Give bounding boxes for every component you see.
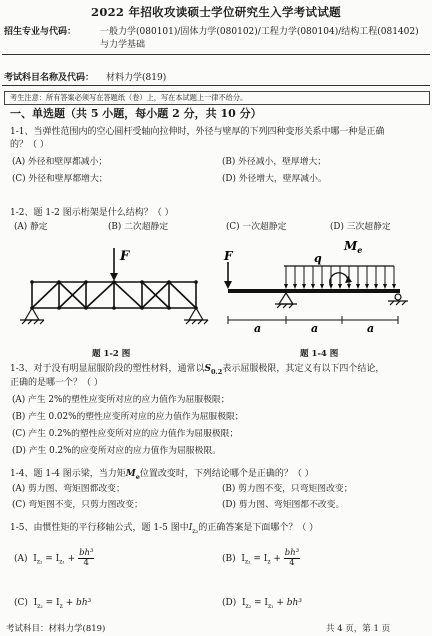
- q4-option-b: (B) 剪力图不变，只弯矩图改变；: [222, 484, 353, 494]
- footer-page-number: 共 4 页，第 1 页: [326, 624, 391, 634]
- subject-label: 考试科目名称及代码：: [4, 73, 95, 83]
- question-4-text: 1-4、题 1-4 图示梁，当力矩$M_e$位置改变时，下列结论哪个是正确的？（ ）: [10, 469, 314, 481]
- q5-option-a: (A) $I_{z_2} = I_{z_1}$ + $\frac{\text{bh³}}{4}$: [14, 548, 94, 568]
- major-label: 招生专业与代码：: [4, 27, 77, 37]
- question-2-text: 1-2、题 1-2 图示桁架是什么结构？（ ）: [10, 208, 174, 218]
- divider: [2, 54, 430, 55]
- load-label: q: [314, 252, 322, 265]
- q3-option-a: (A) 产生 2%的塑性应变所对应的应力值作为屈服极限；: [12, 395, 230, 405]
- question-1-text-cont: 的？（ ）: [10, 140, 49, 150]
- question-1-text: 1-1、当弹性范围内的空心圆杆受轴向拉伸时，外径与壁厚的下列四种变形关系中哪一种是正确: [10, 127, 385, 137]
- q3-option-b: (B) 产生 0.02%的塑性应变所对应的应力值作为屈服极限；: [12, 412, 244, 422]
- moment-label: $M_e$: [344, 239, 363, 255]
- q3-option-c: (C) 产生 0.2%的塑性应变所对应的应力值作为屈服极限；: [12, 429, 239, 439]
- beam-figure: [222, 236, 428, 346]
- dim-a-2: a: [311, 322, 319, 335]
- exam-title: 2022 年招收攻读硕士学位研究生入学考试试题: [91, 5, 341, 19]
- q5-option-d: (D) $I_{z_2} = I_{z_1} + bh^3$: [222, 598, 302, 610]
- q5-option-b: (B) $I_{z_2} = I_z$ + $\frac{\text{bh³}}{4}$: [222, 548, 300, 568]
- q1-option-a: (A) 外径和壁厚都减小；: [12, 157, 108, 167]
- divider: [2, 85, 430, 86]
- q5-option-c: (C) $I_{z_2} = I_z + bh^3$: [14, 598, 92, 610]
- q2-option-c: (C) 一次超静定: [226, 222, 287, 232]
- subject-value: 材料力学(819): [106, 73, 167, 83]
- major-line2: 与力学基础: [100, 40, 146, 50]
- notice-text: 考生注意：所有答案必须写在答题纸（卷）上，写在本试题上一律不给分。: [10, 93, 248, 102]
- q2-option-d: (D) 三次超静定: [330, 222, 391, 232]
- dim-a-1: a: [254, 322, 262, 335]
- force-label: F: [120, 249, 130, 264]
- dim-a-3: a: [367, 322, 375, 335]
- q2-option-b: (B) 二次超静定: [108, 222, 169, 232]
- q1-option-c: (C) 外径和壁厚都增大；: [12, 174, 108, 184]
- q4-option-a: (A) 剪力图、弯矩图都改变；: [12, 484, 125, 494]
- section-title: 一、单选题（共 5 小题，每小题 2 分，共 10 分）: [10, 107, 262, 120]
- q3-option-d: (D) 产生 0.2%的应变所对应的应力值作为屈服极限。: [12, 446, 222, 456]
- q4-option-c: (C) 弯矩图不变，只剪力图改变；: [12, 500, 143, 510]
- force-label: F: [224, 249, 233, 263]
- question-5-text: 1-5、由惯性矩的平行移轴公式，题 1-5 图中$I_{z_2}$的正确答案是下面哪个？（ ）: [10, 523, 319, 535]
- q1-option-b: (B) 外径减小，壁厚增大；: [222, 157, 327, 167]
- q2-option-a: (A) 静定: [14, 222, 48, 232]
- q4-option-d: (D) 剪力图、弯矩图都不改变。: [222, 500, 345, 510]
- figure-1-2-caption: 题 1-2 图: [92, 349, 131, 359]
- major-line1: 一般力学(080101)/固体力学(080102)/工程力学(080104)/结构工程(081402): [100, 27, 419, 37]
- q1-option-d: (D) 外径增大，壁厚减小。: [222, 174, 327, 184]
- question-3-text: 1-3、对于没有明显屈服阶段的塑性材料，通常以$S_{0.2}$表示屈服极限，其定义有以下四个结论，: [10, 364, 385, 376]
- truss-figure: [14, 240, 214, 340]
- question-3-text-cont: 正确的是哪一个？（ ）: [10, 378, 103, 388]
- figure-1-4-caption: 题 1-4 图: [300, 349, 339, 359]
- footer-subject: 考试科目：材料力学(819): [6, 624, 106, 634]
